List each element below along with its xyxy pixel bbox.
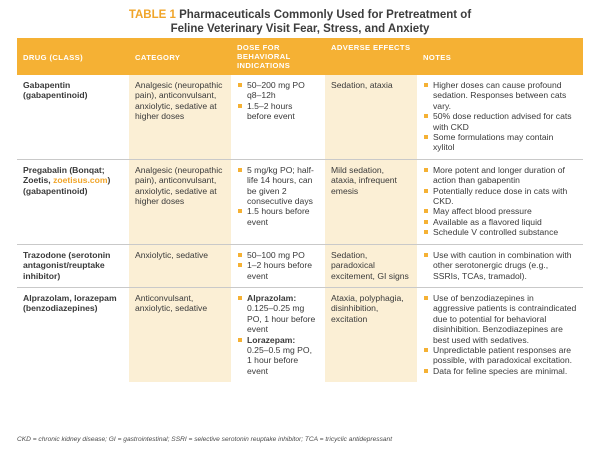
header-notes: NOTES xyxy=(417,38,583,75)
table-row xyxy=(17,159,583,244)
table-row xyxy=(17,287,583,382)
dose-cell xyxy=(231,159,325,244)
category-cell: Anxiolytic, sedative xyxy=(129,244,231,287)
dose-item xyxy=(237,293,319,335)
header-category: CATEGORY xyxy=(129,38,231,75)
drug-class: ) (gabapentinoid) xyxy=(23,175,111,196)
header-adverse-effects: ADVERSE EFFECTS xyxy=(325,38,417,75)
dose-cell xyxy=(231,244,325,287)
adverse-cell: Ataxia, polyphagia, disinhibition, excitation xyxy=(325,287,417,382)
drug-cell: Trazodone (serotonin antagonist/reuptake inhibitor) xyxy=(17,244,129,287)
adverse-cell: Sedation, ataxia xyxy=(325,75,417,159)
header-drug: DRUG (CLASS) xyxy=(17,38,129,75)
dose-text: 0.125–0.25 mg PO, 1 hour before event xyxy=(247,303,316,335)
note-item: May affect blood pressure xyxy=(423,206,577,216)
drug-cell: Alprazolam, lorazepam (benzodiazepines) xyxy=(23,292,117,314)
table-title xyxy=(0,8,600,36)
notes-cell xyxy=(417,244,583,287)
dose-cell xyxy=(231,75,325,159)
dose-item: 1–2 hours before event xyxy=(237,260,319,281)
drug-label: Alprazolam: xyxy=(247,292,297,303)
category-cell: Analgesic (neuropathic pain), anticonvulsant, anxiolytic, sedative at higher doses xyxy=(129,159,231,244)
title-line-2: Feline Veterinary Visit Fear, Stress, and Anxiety xyxy=(170,23,430,35)
table-label: TABLE 1 xyxy=(128,9,176,21)
drug-name: Pregabalin (Bonqat; Zoetis, xyxy=(23,164,105,186)
note-item: Use of benzodiazepines in aggressive patients is contraindicated due to potential for behavioral disinhibition. Benzodiazepines are best used with sedatives. xyxy=(423,293,577,345)
notes-cell xyxy=(417,287,583,382)
note-item: Higher doses can cause profound sedation. Responses between cats vary. xyxy=(423,80,577,111)
note-item: Some formulations may contain xylitol xyxy=(423,132,577,153)
note-item: Available as a flavored liquid xyxy=(423,217,577,227)
note-item: Data for feline species are minimal. xyxy=(423,366,577,376)
zoetis-link[interactable]: zoetisus.com xyxy=(53,175,108,186)
table-row xyxy=(17,75,583,159)
adverse-cell: Mild sedation, ataxia, infrequent emesis xyxy=(325,159,417,244)
drug-label: Lorazepam: xyxy=(247,334,296,345)
drug-cell xyxy=(17,159,129,244)
note-item: Potentially reduce dose in cats with CKD. xyxy=(423,186,577,207)
dose-item: 50–200 mg PO q8–12h xyxy=(237,80,319,101)
note-item: Use with caution in combination with other serotonergic drugs (e.g., SSRIs, TCAs, tramadol). xyxy=(423,250,577,281)
dose-item: 50–100 mg PO xyxy=(237,250,319,260)
dose-item: 5 mg/kg PO; half-life 14 hours, can be given 2 consecutive days xyxy=(237,165,319,207)
table-row xyxy=(17,244,583,287)
notes-cell xyxy=(417,75,583,159)
notes-cell xyxy=(417,159,583,244)
note-item: Unpredictable patient responses are possible, with paradoxical excitation. xyxy=(423,345,577,366)
dose-text: 0.25–0.5 mg PO, 1 hour before event xyxy=(247,344,312,376)
title-line-1: Pharmaceuticals Commonly Used for Pretreatment of xyxy=(179,9,472,21)
header-dose: DOSE FOR BEHAVIORAL INDICATIONS xyxy=(231,38,325,75)
dose-item xyxy=(237,335,319,377)
table-footnote: CKD = chronic kidney disease; GI = gastrointestinal; SSRI = selective serotonin reuptake inhibitor; TCA = tricyclic antidepressant xyxy=(17,436,393,443)
dose-item: 1.5–2 hours before event xyxy=(237,101,319,122)
adverse-cell: Sedation, paradoxical excitement, GI signs xyxy=(325,244,417,287)
pharmaceuticals-table xyxy=(17,38,583,382)
note-item: More potent and longer duration of action than gabapentin xyxy=(423,165,577,186)
note-item: Schedule V controlled substance xyxy=(423,227,577,237)
dose-cell xyxy=(231,287,325,382)
category-cell: Anticonvulsant, anxiolytic, sedative xyxy=(129,287,231,382)
drug-cell: Gabapentin (gabapentinoid) xyxy=(17,75,129,159)
header-row xyxy=(17,38,583,75)
category-cell: Analgesic (neuropathic pain), anticonvulsant, anxiolytic, sedative at higher doses xyxy=(129,75,231,159)
note-item: 50% dose reduction advised for cats with CKD xyxy=(423,111,577,132)
dose-item: 1.5 hours before event xyxy=(237,206,319,227)
